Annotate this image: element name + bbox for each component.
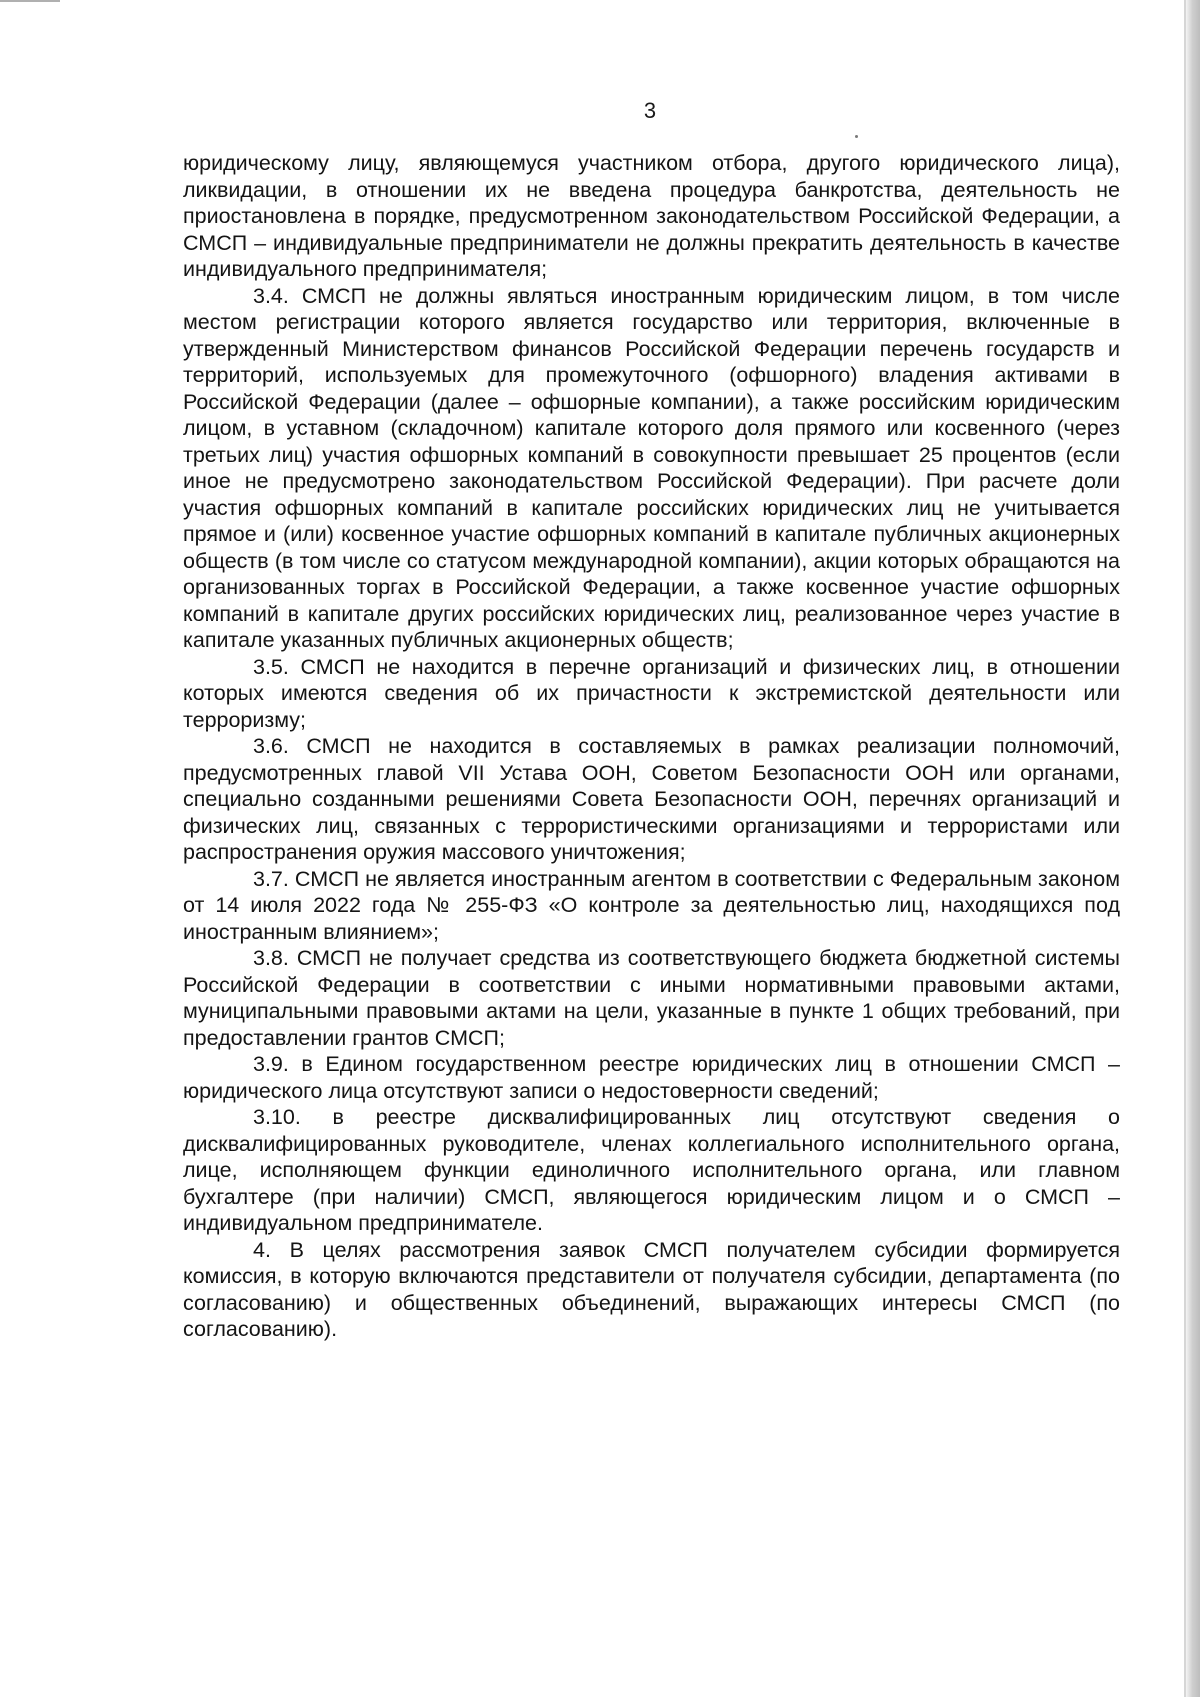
scan-corner-mark bbox=[0, 0, 60, 2]
scan-speck bbox=[855, 135, 858, 138]
scan-edge-shadow bbox=[1186, 0, 1200, 1697]
paragraph-3-7: 3.7. СМСП не является иностранным агентом в соответствии с Федеральным законом от 14 июля 2022 года № 255-ФЗ «О контроле за деятельностью лиц, находящихся под иностранным влиянием»; bbox=[183, 866, 1120, 944]
paragraph-3-10: 3.10. в реестре дисквалифицированных лиц отсутствуют сведения о дисквалифицированных руководителе, членах коллегиального исполнительного органа, лице, исполняющем функции единоличного исполнительного органа, или главном бухгалтере (при наличии) СМСП, являющегося юридическим лицом и о СМСП – индивидуальном предпринимателе. bbox=[183, 1105, 1120, 1235]
paragraph-3-4: 3.4. СМСП не должны являться иностранным юридическим лицом, в том числе местом регистрации которого является государство или территория, включенные в утвержденный Министерством финансов Российской Федерации перечень государств и территорий, используемых для промежуточного (офшорного) владения активами в Российской Федерации (далее – офшорные компании), а также российским юридическим лицом, в уставном (складочном) капитале которого доля прямого или косвенного (через третьих лиц) участия офшорных компаний в совокупности превышает 25 процентов (если иное не предусмотрено законодательством Российской Федерации). При расчете доли участия офшорных компаний в капитале российских юридических лиц не учитывается прямое и (или) косвенное участие офшорных компаний в капитале публичных акционерных обществ (в том числе со статусом международной компании), акции которых обращаются на организованных торгах в Российской Федерации, а также косвенное участие офшорных компаний в капитале других российских юридических лиц, реализованное через участие в капитале указанных публичных акционерных обществ; bbox=[183, 283, 1120, 652]
paragraph-continuation: юридическому лицу, являющемуся участником отбора, другого юридического лица), ликвидации, в отношении их не введена процедура банкротства, деятельность не приостановлена в порядке, предусмотренном законодательством Российской Федерации, а СМСП – индивидуальные предприниматели не должны прекратить деятельность в качестве индивидуального предпринимателя; bbox=[183, 151, 1120, 281]
page-number: 3 bbox=[643, 98, 657, 123]
paragraph-4: 4. В целях рассмотрения заявок СМСП получателем субсидии формируется комиссия, в которую включаются представители от получателя субсидии, департамента (по согласованию) и общественных объединений, выражающих интересы СМСП (по согласованию). bbox=[183, 1237, 1120, 1341]
paragraph-3-9: 3.9. в Едином государственном реестре юридических лиц в отношении СМСП – юридического лица отсутствуют записи о недостоверности сведений; bbox=[183, 1052, 1120, 1103]
paragraph-3-6: 3.6. СМСП не находится в составляемых в рамках реализации полномочий, предусмотренных главой VII Устава ООН, Советом Безопасности ООН или органами, специально созданными решениями Совета Безопасности ООН, перечнях организаций и физических лиц, связанных с террористическими организациями и террористами или распространения оружия массового уничтожения; bbox=[183, 734, 1120, 864]
paragraph-3-5: 3.5. СМСП не находится в перечне организаций и физических лиц, в отношении которых имеются сведения об их причастности к экстремистской деятельности или терроризму; bbox=[183, 654, 1120, 732]
paragraph-3-8: 3.8. СМСП не получает средства из соответствующего бюджета бюджетной системы Российской Федерации в соответствии с иными нормативными правовыми актами, муниципальными правовыми актами на цели, указанные в пункте 1 общих требований, при предоставлении грантов СМСП; bbox=[183, 946, 1120, 1050]
document-body bbox=[183, 150, 1120, 1343]
